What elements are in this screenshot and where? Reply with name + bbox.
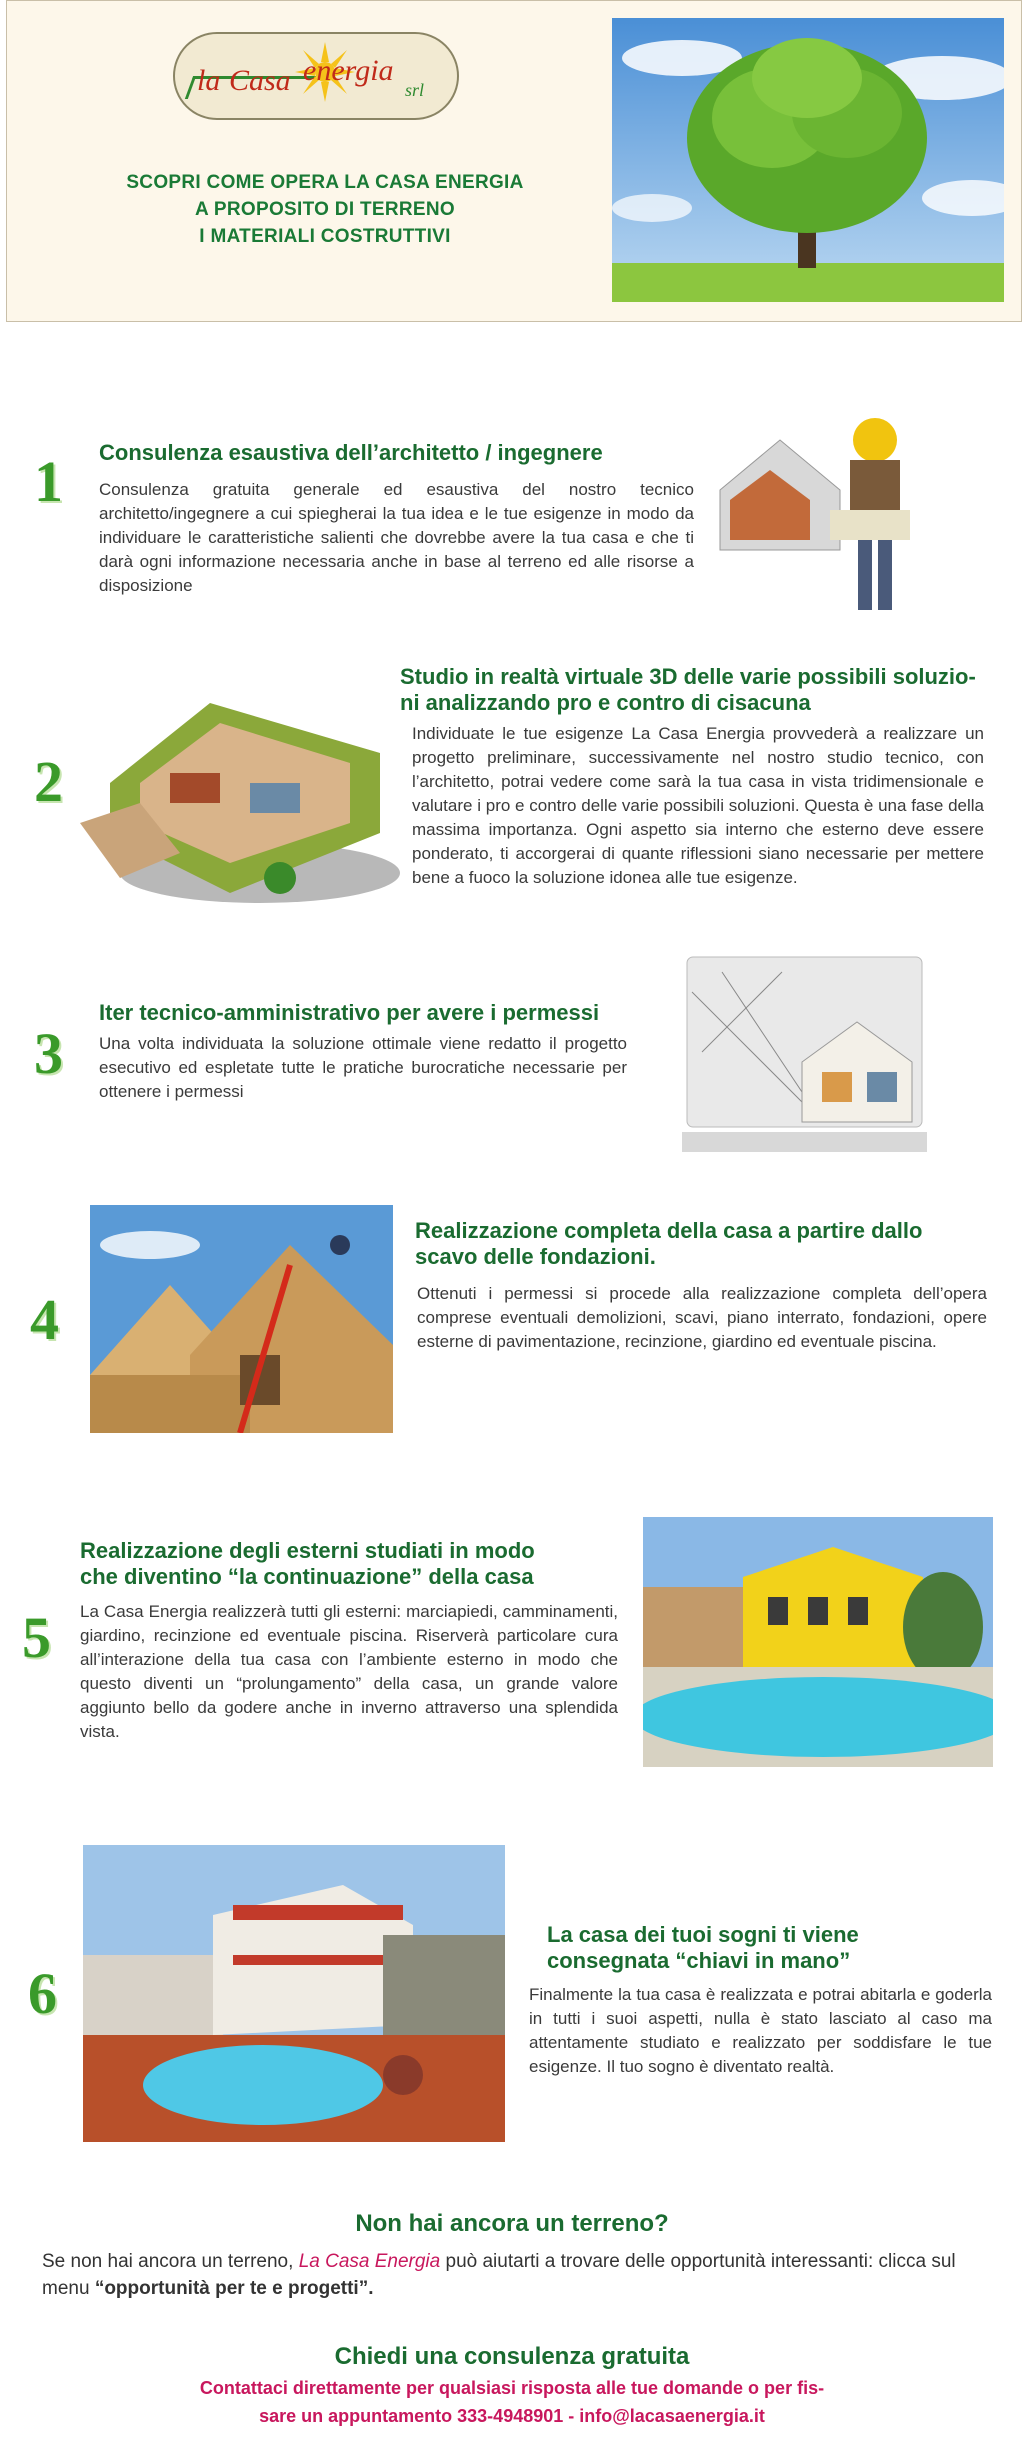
- dream-house-render: [83, 1845, 505, 2142]
- terreno-heading: Non hai ancora un terreno?: [355, 2210, 669, 2237]
- house-construction-photo: [90, 1205, 393, 1433]
- logo-text-energia: energia: [303, 54, 394, 87]
- terreno-paragraph: [42, 2248, 992, 2302]
- logo-text-casa: Casa: [229, 64, 291, 97]
- step-4-body: Ottenuti i permessi si procede alla realizzazione completa dell’opera comprese eventuali demolizioni, scavi, piano interrato, fondazioni, opere esterne di pavimentazione, recinzione, giardino ed eventuale piscina.: [417, 1284, 987, 1351]
- terreno-text-before: Se non hai ancora un terreno,: [42, 2251, 299, 2272]
- step-6-title: [547, 1922, 987, 1974]
- step-6-number: 6: [28, 1961, 57, 2026]
- step-1-body: Consulenza gratuita generale ed esaustiva del nostro tecnico architetto/ingegnere a cui spiegherai la tua idea e le tue esigenze in modo da individuare le caratteristiche salienti che dovrebbe avere la tua casa e che ti darà ogni informazione necessaria anche in base al terreno ed alle risorse a disposizione: [99, 480, 694, 595]
- architect-photo: [710, 400, 935, 620]
- step-6-body: Finalmente la tua casa è realizzata e potrai abitarla e goderla in tutti i suoi aspetti, nulla è stato lasciato al caso ma attentamente studiato e realizzato per soddisfare le tue esigenze. Il tuo sogno è diventato realtà.: [529, 1985, 992, 2076]
- header-title-line-2: A PROPOSITO DI TERRENO: [195, 199, 455, 220]
- step-3-title: Iter tecnico-amministrativo per avere i permessi: [99, 1000, 600, 1025]
- contact-info: [0, 2374, 1024, 2430]
- contact-line-1: Contattaci direttamente per qualsiasi risposta alle tue domande o per fis-: [199, 2378, 825, 2398]
- step-5-title-line-1: Realizzazione degli esterni studiati in modo: [80, 1538, 535, 1563]
- step-3-number: 3: [34, 1021, 63, 1086]
- consulenza-heading: Chiedi una consulenza gratuita: [334, 2343, 690, 2370]
- step-4-title-line-2: scavo delle fondazioni.: [415, 1244, 656, 1269]
- logo-text-srl: srl: [405, 80, 425, 100]
- header-title-line-3: I MATERIALI COSTRUTTIVI: [199, 226, 451, 247]
- step-6-title-line-1: La casa dei tuoi sogni ti viene: [547, 1922, 859, 1947]
- step-2-title-line-2: ni analizzando pro e contro di cisacuna: [400, 690, 811, 715]
- 3d-house-render: [80, 663, 400, 908]
- step-5-title-line-2: che diventino “la continuazione” della casa: [80, 1564, 534, 1589]
- company-logo: [173, 32, 459, 120]
- step-5-body: La Casa Energia realizzerà tutti gli esterni: marciapiedi, camminamenti, giardino, recinzione ed eventuale piscina. Riserverà particolare cura all’interazione della tua casa con l’ambiente esterno in modo che questo diventi un “prolungamento” della casa, un grande valore aggiunto bello da godere anche in inverno attraverso una splendida vista.: [80, 1602, 618, 1741]
- step-5-title: [80, 1538, 640, 1590]
- header-title-line-1: SCOPRI COME OPERA LA CASA ENERGIA: [126, 172, 524, 193]
- step-5-number: 5: [22, 1605, 51, 1670]
- step-2-title: [400, 664, 1000, 716]
- step-4-title-line-1: Realizzazione completa della casa a partire dallo: [415, 1218, 923, 1243]
- step-2-title-line-1: Studio in realtà virtuale 3D delle varie possibili soluzio-: [400, 664, 976, 689]
- opportunita-menu-link[interactable]: “opportunità per te e progetti”.: [94, 2278, 374, 2299]
- step-6-title-line-2: consegnata “chiavi in mano”: [547, 1948, 851, 1973]
- villa-pool-photo: [643, 1517, 993, 1767]
- step-2-body: Individuate le tue esigenze La Casa Energia provvederà a realizzare un progetto preliminare, successivamente nel nostro studio tecnico, con l’architetto, potrai vedere come sarà la tua casa in vista tridimensionale e valutare i pro e contro delle varie possibili soluzioni. Questa è una fase della massima importanza. Ogni aspetto sia interno che esterno deve essere ponderato, ti accorgerai di quante riflessioni siano necessarie per mettere bene a fuoco la soluzione idonea alle tue esigenze.: [412, 724, 984, 887]
- contact-line-2[interactable]: sare un appuntamento 333-4948901 - info@lacasaenergia.it: [259, 2406, 765, 2426]
- step-3-body: Una volta individuata la soluzione ottimale viene redatto il progetto esecutivo ed espletate tutte le pratiche burocratiche necessarie per ottenere i permessi: [99, 1034, 627, 1101]
- terreno-text-after: può aiutarti a trovare delle opportunità interessanti: clicca sul menu: [42, 2251, 956, 2299]
- step-4-title: [415, 1218, 975, 1270]
- step-1-number: 1: [34, 449, 63, 514]
- logo-text-la: la: [197, 64, 221, 97]
- step-1-title: Consulenza esaustiva dell’architetto / ingegnere: [99, 440, 603, 465]
- step-2-number: 2: [34, 749, 63, 814]
- design-monitor-image: [682, 952, 927, 1152]
- terreno-brand-link[interactable]: La Casa Energia: [298, 2251, 441, 2272]
- tree-photo: [612, 18, 1004, 302]
- step-4-number: 4: [30, 1287, 59, 1352]
